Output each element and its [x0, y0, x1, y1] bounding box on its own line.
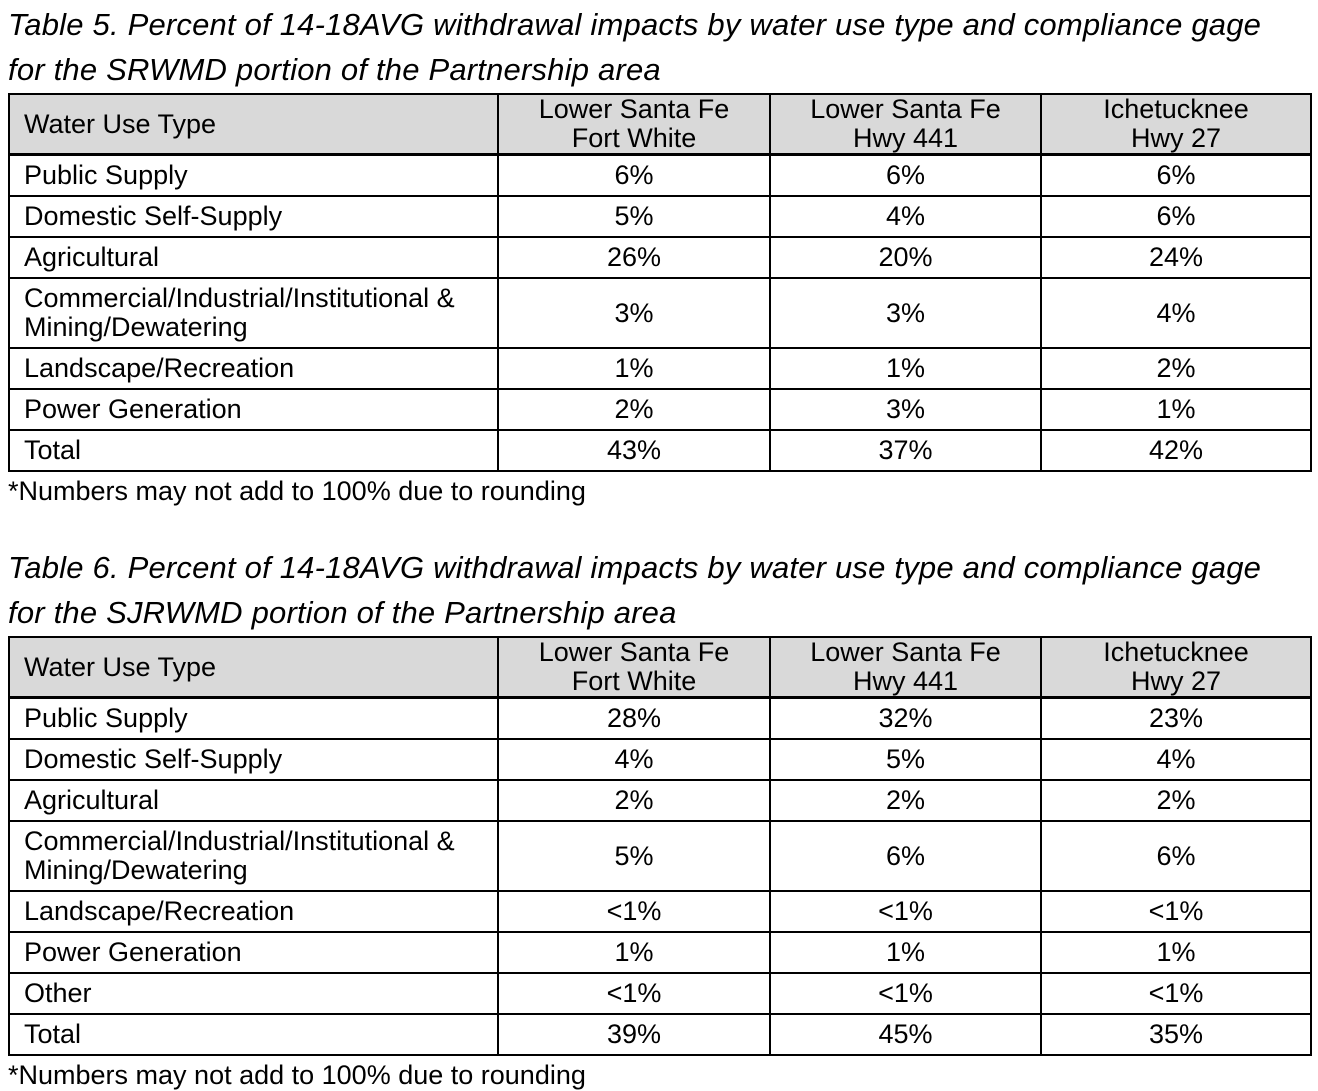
table6-header-row — [9, 637, 1311, 698]
row-label: Landscape/Recreation — [9, 891, 498, 932]
cell-value: 2% — [498, 780, 770, 821]
cell-value: <1% — [1041, 891, 1311, 932]
cell-value: 4% — [1041, 739, 1311, 780]
column-header-lower-santa-fe-fort-white — [498, 637, 770, 698]
cell-value: 39% — [498, 1014, 770, 1055]
cell-value: 35% — [1041, 1014, 1311, 1055]
cell-value: 20% — [770, 237, 1041, 278]
header-line1: Lower Santa Fe — [810, 94, 1001, 124]
column-header-water-use-type: Water Use Type — [9, 637, 498, 698]
table-row — [9, 430, 1311, 471]
cell-value: 28% — [498, 698, 770, 740]
column-header-ichetucknee-hwy-27 — [1041, 637, 1311, 698]
cell-value: <1% — [498, 973, 770, 1014]
table-row — [9, 196, 1311, 237]
cell-value: 2% — [1041, 348, 1311, 389]
header-line1: Lower Santa Fe — [810, 637, 1001, 667]
row-label: Public Supply — [9, 155, 498, 197]
row-label: Domestic Self-Supply — [9, 739, 498, 780]
header-line2: Fort White — [571, 666, 697, 696]
row-label: Landscape/Recreation — [9, 348, 498, 389]
table-row — [9, 780, 1311, 821]
row-label: Commercial/Industrial/Institutional & Mining/Dewatering — [9, 821, 498, 891]
cell-value: 1% — [770, 932, 1041, 973]
cell-value: <1% — [770, 973, 1041, 1014]
header-line1: Lower Santa Fe — [538, 637, 730, 667]
row-label: Other — [9, 973, 498, 1014]
row-label: Total — [9, 1014, 498, 1055]
table-row — [9, 739, 1311, 780]
table-row — [9, 348, 1311, 389]
cell-value: 32% — [770, 698, 1041, 740]
cell-value: 5% — [770, 739, 1041, 780]
row-label: Agricultural — [9, 780, 498, 821]
cell-value: 6% — [498, 155, 770, 197]
table6 — [8, 636, 1312, 1056]
table6-footnote: *Numbers may not add to 100% due to rounding — [8, 1060, 586, 1090]
cell-value: 1% — [1041, 389, 1311, 430]
table-row — [9, 821, 1311, 891]
cell-value: 1% — [498, 932, 770, 973]
table-row — [9, 1014, 1311, 1055]
cell-value: 1% — [770, 348, 1041, 389]
cell-value: 2% — [498, 389, 770, 430]
column-header-lower-santa-fe-hwy-441 — [770, 94, 1041, 155]
cell-value: 42% — [1041, 430, 1311, 471]
row-label: Power Generation — [9, 389, 498, 430]
cell-value: 1% — [1041, 932, 1311, 973]
header-line2: Hwy 441 — [852, 666, 959, 696]
header-line1: Ichetucknee — [1103, 94, 1249, 124]
cell-value: 2% — [770, 780, 1041, 821]
table-row — [9, 891, 1311, 932]
table-row — [9, 237, 1311, 278]
table5-header-row — [9, 94, 1311, 155]
table-row — [9, 932, 1311, 973]
row-label: Agricultural — [9, 237, 498, 278]
header-line2: Hwy 27 — [1130, 666, 1222, 696]
cell-value: 4% — [498, 739, 770, 780]
cell-value: 1% — [498, 348, 770, 389]
cell-value: 4% — [1041, 278, 1311, 348]
cell-value: 23% — [1041, 698, 1311, 740]
table5 — [8, 93, 1312, 472]
row-label: Total — [9, 430, 498, 471]
cell-value: 3% — [770, 278, 1041, 348]
cell-value: 5% — [498, 196, 770, 237]
row-label: Power Generation — [9, 932, 498, 973]
header-line2: Fort White — [571, 123, 697, 153]
cell-value: 6% — [1041, 196, 1311, 237]
table5-footnote: *Numbers may not add to 100% due to rounding — [8, 476, 586, 506]
cell-value: <1% — [498, 891, 770, 932]
cell-value: 5% — [498, 821, 770, 891]
column-header-water-use-type: Water Use Type — [9, 94, 498, 155]
cell-value: 37% — [770, 430, 1041, 471]
row-label: Domestic Self-Supply — [9, 196, 498, 237]
column-header-lower-santa-fe-hwy-441 — [770, 637, 1041, 698]
cell-value: 2% — [1041, 780, 1311, 821]
header-line2: Hwy 27 — [1130, 123, 1222, 153]
table6-title: Table 6. Percent of 14-18AVG withdrawal impacts by water use type and compliance gage for the SJRWMD portion of the Partnership area — [8, 550, 1262, 630]
cell-value: 3% — [498, 278, 770, 348]
table-row — [9, 155, 1311, 197]
cell-value: 6% — [770, 155, 1041, 197]
cell-value: 4% — [770, 196, 1041, 237]
table-row — [9, 389, 1311, 430]
cell-value: 45% — [770, 1014, 1041, 1055]
column-header-ichetucknee-hwy-27 — [1041, 94, 1311, 155]
table-row — [9, 973, 1311, 1014]
row-label: Commercial/Industrial/Institutional & Mining/Dewatering — [9, 278, 498, 348]
header-line1: Ichetucknee — [1103, 637, 1249, 667]
cell-value: 26% — [498, 237, 770, 278]
cell-value: <1% — [1041, 973, 1311, 1014]
cell-value: 3% — [770, 389, 1041, 430]
header-line2: Hwy 441 — [852, 123, 959, 153]
cell-value: 24% — [1041, 237, 1311, 278]
cell-value: 6% — [1041, 821, 1311, 891]
table-row — [9, 278, 1311, 348]
cell-value: <1% — [770, 891, 1041, 932]
cell-value: 43% — [498, 430, 770, 471]
cell-value: 6% — [1041, 155, 1311, 197]
table-row — [9, 698, 1311, 740]
column-header-lower-santa-fe-fort-white — [498, 94, 770, 155]
table5-title: Table 5. Percent of 14-18AVG withdrawal impacts by water use type and compliance gage for the SRWMD portion of the Partnership area — [8, 7, 1262, 87]
header-line1: Lower Santa Fe — [538, 94, 730, 124]
cell-value: 6% — [770, 821, 1041, 891]
row-label: Public Supply — [9, 698, 498, 740]
